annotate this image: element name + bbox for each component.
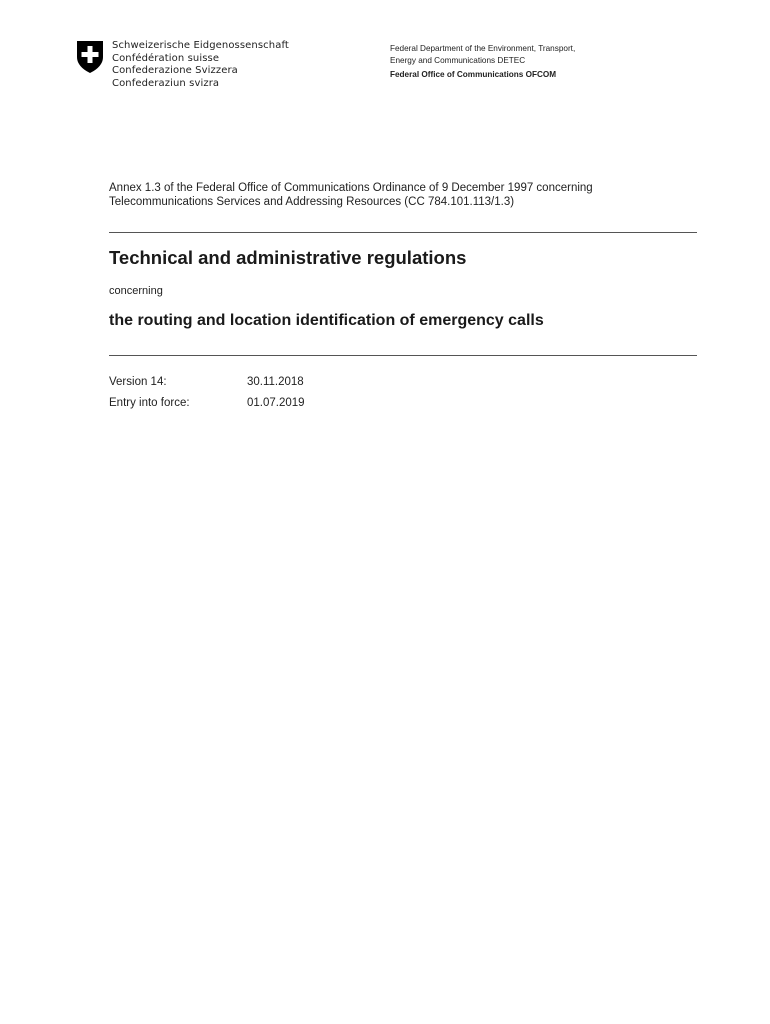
bottom-divider [109,355,697,356]
entry-into-force-label: Entry into force: [109,397,190,409]
version-label: Version 14: [109,376,167,388]
version-value: 30.11.2018 [247,376,304,388]
confederation-name-fr: Confédération suisse [112,52,220,64]
office-name: Federal Office of Communications OFCOM [390,70,557,79]
confederation-name-de: Schweizerische Eidgenossenschaft [112,40,289,51]
title-connector: concerning [109,285,163,297]
confederation-names [112,40,289,90]
confederation-name-it: Confederazione Svizzera [112,65,238,76]
annex-line-2: Telecommunications Services and Addressing Resources (CC 784.101.113/1.3) [109,196,515,208]
entry-into-force-value: 01.07.2019 [247,397,305,409]
annex-line-1: Annex 1.3 of the Federal Office of Communications Ordinance of 9 December 1997 concerning [109,182,593,194]
document-title: Technical and administrative regulations [109,247,467,268]
department-line-2: Energy and Communications DETEC [390,55,526,65]
annex-reference [109,181,699,209]
department-line-1: Federal Department of the Environment, Transport, [390,44,576,53]
department-block [390,43,575,81]
version-row [109,376,304,388]
entry-into-force-row [109,397,305,409]
confederation-name-rm: Confederaziun svizra [112,77,220,89]
top-divider [109,232,697,233]
swiss-cross-shield-icon [76,40,104,74]
document-subtitle: the routing and location identification of emergency calls [109,312,544,329]
